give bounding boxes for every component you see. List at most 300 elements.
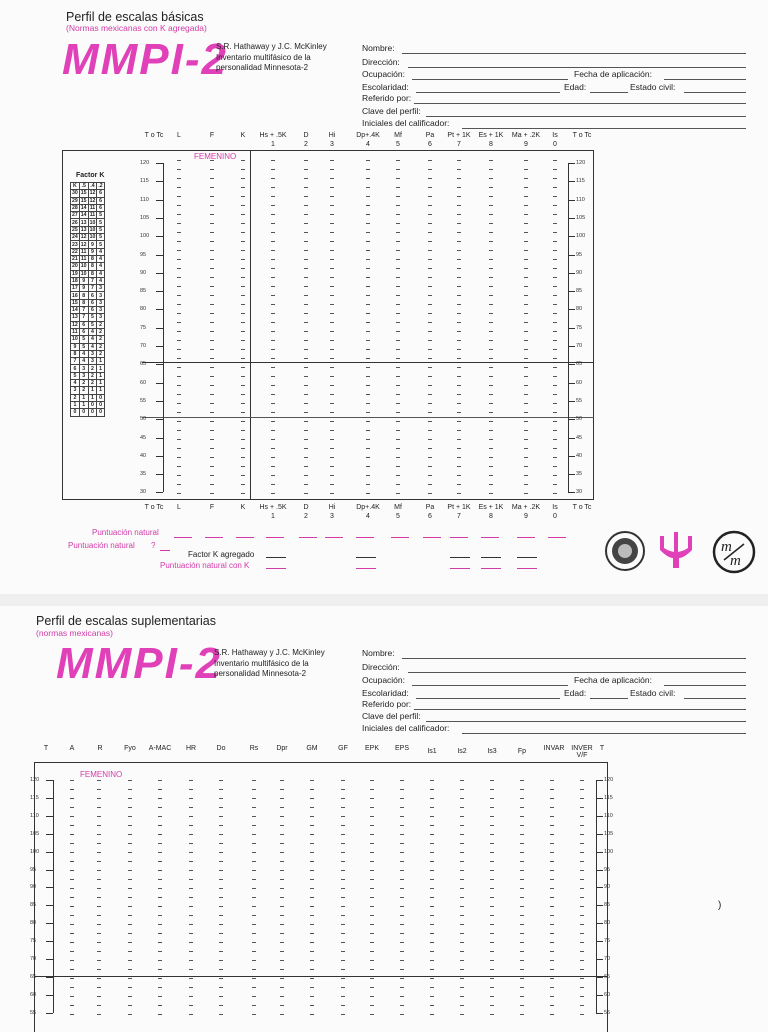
factor-k-cell: 4 [97,263,104,270]
scale-column-mark [396,367,400,368]
t-axis-right-tick [568,181,575,182]
supp-column-mark [490,798,494,799]
scale-column-mark [210,421,214,422]
scale-column-mark [457,322,461,323]
supp-column-mark [341,978,345,979]
scale-column-mark [489,268,493,269]
supp-column-mark [189,1014,193,1015]
supp-t-axis-right-label: 105 [604,830,614,837]
factor-k-cell: 18 [72,278,78,284]
supp-column-mark [400,933,404,934]
t-axis-left-tick [156,200,163,201]
t-axis-right-tick [568,255,575,256]
scale-column-mark [457,313,461,314]
natural-k-ma-field[interactable] [517,568,537,569]
supp-t-axis-left-label: 95 [30,866,37,873]
natural-score-field[interactable] [356,537,374,538]
scale-column-mark [524,241,528,242]
supp-column-mark [550,969,554,970]
scale-column-mark [457,340,461,341]
supp-eps: EPS [394,745,409,752]
supp-column-mark [550,879,554,880]
natural-score-field[interactable] [236,537,254,538]
supp-column-mark [400,843,404,844]
scale-column-mark [271,421,275,422]
supp-column-mark [189,888,193,889]
supp-column-mark [400,888,404,889]
natural-score-field[interactable] [423,537,441,538]
fecha-field[interactable] [664,79,746,80]
scale-column-mark [396,205,400,206]
scale-column-mark [330,169,334,170]
scale-column-mark [428,439,432,440]
escolaridad-field[interactable] [416,92,560,93]
scale-column-mark [428,475,432,476]
supp-t-axis-right-label: 110 [604,812,613,819]
supp-t-axis-right-tick [596,798,603,799]
scale-column-mark [489,340,493,341]
t-axis-left-label: 95 [140,251,147,258]
referido-label: Referido por: [362,93,412,103]
bscale-d: D [303,504,309,511]
supp-column-mark [280,852,284,853]
supp-column-mark [400,834,404,835]
supp-column-mark [550,924,554,925]
natural-score-field[interactable] [266,537,284,538]
supp-column-mark [70,960,74,961]
scale-column-mark [330,295,334,296]
supp-column-mark [520,897,524,898]
scale-column-mark [524,259,528,260]
referido-field[interactable] [414,103,746,104]
supp-column-mark [280,996,284,997]
fecha2-field[interactable] [664,685,746,686]
supp-column-mark [370,924,374,925]
supp-column-mark [158,861,162,862]
supp-column-mark [520,951,524,952]
supp-t-axis-left-label: 70 [30,956,37,962]
nombre2-field[interactable] [402,658,746,659]
factor-k-cell: 16 [72,292,78,299]
supp-column-mark [70,933,74,934]
supp-column-mark [341,870,345,871]
scale-column-mark [210,412,214,413]
factor-k-cell: 12 [89,190,96,197]
scale-column-mark [489,304,493,305]
scale-column-mark [457,349,461,350]
supp-column-mark [97,789,101,790]
factor-k-row [71,314,105,321]
supp-column-mark [370,870,374,871]
supp-column-mark [189,825,193,826]
scale-column-mark [524,439,528,440]
scale-column-mark [330,232,334,233]
factor-k-cell: 8 [79,292,88,299]
supp-t-axis-right-tick [596,1013,603,1014]
factor-k-row [71,292,105,299]
scale-column-mark [210,178,214,179]
supp-column-mark [400,969,404,970]
estado-field[interactable] [684,92,746,93]
factor-k-row [71,197,105,204]
scale-column-mark [366,439,370,440]
scale-column-mark [304,187,308,188]
supp-column-mark [370,906,374,907]
scale-column-mark [396,241,400,242]
supp-column-mark [219,1014,223,1015]
bscale-pa: Pa [425,504,435,511]
fecha-label: Fecha de aplicación: [574,69,652,79]
iniciales2-field[interactable] [462,733,746,734]
supp-column-mark [430,789,434,790]
natural-score-field[interactable] [299,537,317,538]
scale-column-mark [177,268,181,269]
scale-column-mark [241,232,245,233]
supp-column-mark [189,816,193,817]
bscale-pt: Pt + 1K [447,504,471,511]
supp-column-mark [310,987,314,988]
supp-column-mark [97,798,101,799]
mmpi2-logo: MMPI-2 [62,35,228,84]
factor-k-row [71,226,105,233]
scale-column-mark [553,349,557,350]
scale-column-mark [304,232,308,233]
supp-column-mark [310,888,314,889]
supp-column-mark [97,861,101,862]
scale-column-mark [457,286,461,287]
supp-column-mark [370,978,374,979]
supp-column-mark [219,960,223,961]
supp-t-axis-right-tick [596,959,603,960]
t-axis-left-label: 110 [140,196,149,203]
supp-column-mark [341,888,345,889]
scale-column-mark [304,277,308,278]
supp-column-mark [252,987,256,988]
scale-column-mark [428,322,432,323]
natural-k-es-field[interactable] [481,568,501,569]
factor-k-cell: 6 [97,197,104,204]
scale-column-mark [396,493,400,494]
referido2-field[interactable] [414,709,746,710]
supp-column-mark [310,825,314,826]
direccion-field[interactable] [408,67,746,68]
t-axis-left-tick [156,236,163,237]
factor-k-cell: 12 [80,234,87,241]
supp-t-axis-left-label: 115 [30,794,39,801]
supp-column-mark [580,825,584,826]
supp-column-mark [430,843,434,844]
supp-column-mark [430,996,434,997]
factor-k-hs-field[interactable] [266,557,286,558]
scale-num-5: 5 [396,141,400,148]
scale-column-mark [524,412,528,413]
factor-k-cell: 0 [88,401,97,408]
scale-column-mark [396,466,400,467]
supp-column-mark [158,951,162,952]
factor-k-cell: 9 [88,241,97,248]
natural-score-field[interactable] [205,537,223,538]
clave2-field[interactable] [426,721,746,722]
scale-column-mark [366,196,370,197]
scale-column-mark [524,313,528,314]
supp-column-mark [310,915,314,916]
supp-column-mark [97,951,101,952]
factor-k-cell: 2 [97,328,104,335]
supp-column-mark [128,834,132,835]
factor-k-cell: 4 [71,380,80,387]
supp-column-mark [158,942,162,943]
supp-column-mark [550,978,554,979]
natural-score-field[interactable] [450,537,468,538]
ocupacion2-field[interactable] [412,685,568,686]
scale-column-mark [457,493,461,494]
edad-field[interactable] [590,92,628,93]
supp-t-axis-left-label: 75 [30,938,37,945]
supp-column-mark [158,924,162,925]
scale-column-mark [366,475,370,476]
scale-column-mark [271,286,275,287]
supp-column-mark [430,807,434,808]
t-axis-left-tick [156,181,163,182]
supp-column-mark [219,978,223,979]
iniciales2-label: Iniciales del calificador: [362,723,450,733]
factor-k-cell: 3 [97,285,104,292]
supp-column-mark [97,879,101,880]
factor-k-row [71,328,105,335]
supp-t-axis-left-tick [46,995,53,996]
supp-column-mark [70,816,74,817]
scale-num-4: 4 [366,141,370,148]
scale-column-mark [396,187,400,188]
t-axis-right-label: 45 [576,434,583,441]
factor-k-pt-field[interactable] [450,557,470,558]
natural-score-field[interactable] [174,537,192,538]
scale-column-mark [366,322,370,323]
scale-column-mark [428,205,432,206]
scale-column-mark [271,367,275,368]
supp-column-mark [400,879,404,880]
clave-field[interactable] [426,116,746,117]
scale-column-mark [271,385,275,386]
factor-k-cell: .5 [79,183,88,190]
scale-column-mark [330,430,334,431]
scale-column-mark [428,403,432,404]
supp-column-mark [550,780,554,781]
factor-k-cell: 11 [80,256,87,263]
scale-column-mark [428,268,432,269]
supp-column-mark [490,1014,494,1015]
scale-column-mark [489,376,493,377]
scale-column-mark [210,268,214,269]
scale-column-mark [396,484,400,485]
scale-column-mark [553,403,557,404]
scale-column-mark [553,376,557,377]
scale-column-mark [366,250,370,251]
nombre-label: Nombre: [362,43,395,53]
scale-column-mark [330,196,334,197]
natural-k-pt-field[interactable] [450,568,470,569]
supp-t-axis-right-tick [596,905,603,906]
scale-column-mark [489,331,493,332]
factor-k-cell: 7 [79,307,88,314]
escolaridad2-field[interactable] [416,698,560,699]
t-axis-left-label: 85 [140,288,147,295]
scale-k: K [240,132,246,139]
scale-column-mark [553,322,557,323]
t-axis-left-label: 65 [140,361,147,368]
bscale-num-7: 7 [457,513,461,520]
supp-column-mark [158,969,162,970]
ocupacion-field[interactable] [412,79,568,80]
scale-column-mark [271,430,275,431]
scale-column-mark [330,223,334,224]
natural-k-dp-field[interactable] [356,568,376,569]
supp-column-mark [370,798,374,799]
supp-t-axis-left-tick [46,923,53,924]
supp-column-mark [97,960,101,961]
iniciales-field[interactable] [462,128,746,129]
scale-column-mark [366,349,370,350]
scale-column-mark [330,484,334,485]
natural-score-field[interactable] [481,537,499,538]
natural-score-field[interactable] [517,537,535,538]
supp-column-mark [189,978,193,979]
nombre-field[interactable] [402,53,746,54]
supp-column-mark [400,798,404,799]
scale-column-mark [241,340,245,341]
estado2-field[interactable] [684,698,746,699]
supp-column-mark [252,1014,256,1015]
scale-column-mark [210,187,214,188]
factor-k-cell: 6 [88,299,97,306]
supp-column-mark [520,807,524,808]
scale-column-mark [428,304,432,305]
supp-column-mark [550,933,554,934]
supp-column-mark [400,978,404,979]
credit-authors: S.R. Hathaway y J.C. McKinley [216,42,327,51]
scale-column-mark [177,250,181,251]
supp-column-mark [490,933,494,934]
scale-column-mark [553,331,557,332]
supp-column-mark [280,807,284,808]
t-axis-left-tick [156,163,163,164]
factor-k-cell: 5 [97,219,104,226]
scale-column-mark [177,160,181,161]
scale-column-mark [210,304,214,305]
natural-score-field[interactable] [548,537,566,538]
question-field[interactable] [160,550,170,551]
factor-k-ma-field[interactable] [517,557,537,558]
supp-column-mark [280,879,284,880]
scale-column-mark [457,268,461,269]
scale-column-mark [330,313,334,314]
bscale-ma: Ma + .2K [511,504,541,511]
supp-column-mark [460,942,464,943]
supp-column-mark [580,816,584,817]
edad2-field[interactable] [590,698,628,699]
supp-column-mark [128,879,132,880]
svg-text:m: m [730,553,741,569]
supp-column-mark [158,1005,162,1006]
natural-score-field[interactable] [325,537,343,538]
natural-k-hs-field[interactable] [266,568,286,569]
scale-column-mark [241,304,245,305]
scale-column-mark [428,187,432,188]
supp-column-mark [219,780,223,781]
supp-t-axis-left-tick [46,852,53,853]
scale-column-mark [210,385,214,386]
factor-k-row [71,401,105,408]
supp-column-mark [310,879,314,880]
supp-column-mark [430,924,434,925]
scale-column-mark [241,196,245,197]
factor-k-cell: 4 [97,248,104,255]
supp-column-mark [341,825,345,826]
direccion2-field[interactable] [408,672,746,673]
supp-column-mark [550,897,554,898]
scale-column-mark [241,484,245,485]
supp-column-mark [430,861,434,862]
factor-k-cell: 1 [97,372,104,379]
supp-column-mark [460,852,464,853]
scale-column-mark [304,223,308,224]
supp-column-mark [520,906,524,907]
scale-column-mark [330,241,334,242]
credit2-authors: S.R. Hathaway y J.C. McKinley [214,648,325,657]
scale-column-mark [177,277,181,278]
scale-column-mark [210,286,214,287]
scale-column-mark [210,214,214,215]
scale-column-mark [271,160,275,161]
t-axis-left-label: 115 [140,178,149,185]
scale-column-mark [271,241,275,242]
factor-k-cell: 0 [79,409,88,416]
factor-k-es-field[interactable] [481,557,501,558]
supp-column-mark [252,816,256,817]
supp-t-axis-right-label: 75 [604,938,611,945]
scale-column-mark [524,376,528,377]
supp-column-mark [370,933,374,934]
factor-k-row [71,372,105,379]
scale-column-mark [330,385,334,386]
scale-column-mark [241,205,245,206]
supp-column-mark [280,969,284,970]
t-axis-right-label: 35 [576,471,583,478]
t65-line [142,362,594,363]
supp-column-mark [430,951,434,952]
scale-column-mark [489,250,493,251]
factor-k-cell: 10 [80,270,87,277]
referido2-label: Referido por: [362,699,412,709]
supp-column-mark [219,924,223,925]
supp-column-mark [280,789,284,790]
supp-column-mark [158,825,162,826]
scale-column-mark [489,286,493,287]
scale-column-mark [177,448,181,449]
supp-column-mark [158,852,162,853]
factor-k-dp-field[interactable] [356,557,376,558]
scale-column-mark [396,439,400,440]
supp-t-axis-right-tick [596,780,603,781]
natural-score-field[interactable] [391,537,409,538]
supp-column-mark [341,789,345,790]
supp-column-mark [310,969,314,970]
supp-column-mark [252,834,256,835]
factor-k-cell: 5 [97,234,104,241]
scale-column-mark [177,205,181,206]
scale-column-mark [366,295,370,296]
t-axis-left-label: 70 [140,343,147,349]
